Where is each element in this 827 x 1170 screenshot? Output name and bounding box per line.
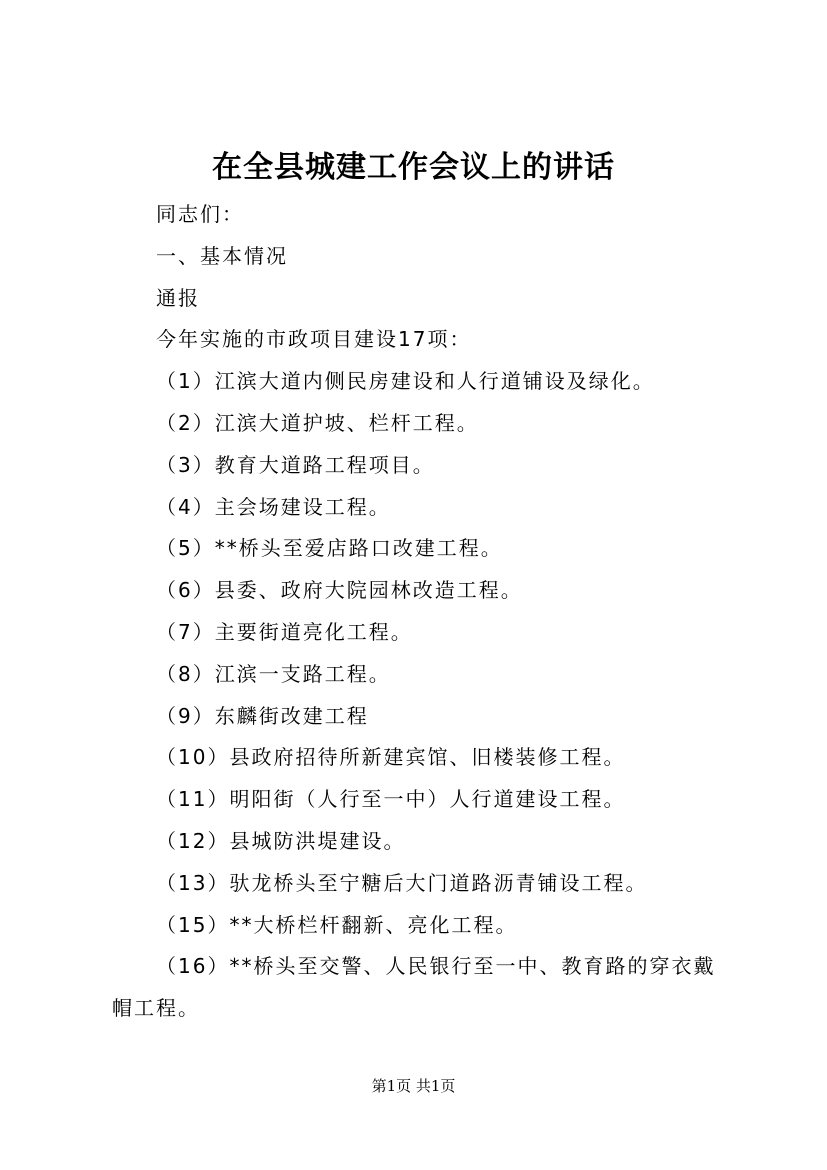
section-heading: 一、基本情况 xyxy=(156,243,288,268)
list-item: （16）**桥头至交警、人民银行至一中、教育路的穿衣戴帽工程。 xyxy=(112,954,716,1021)
list-item: （6）县委、政府大院园林改造工程。 xyxy=(156,578,523,603)
salutation: 同志们： xyxy=(156,202,244,226)
paragraph: 今年实施的市政项目建设17项： xyxy=(156,327,472,352)
list-item: （11）明阳街（人行至一中）人行道建设工程。 xyxy=(156,787,626,812)
list-item: （1）江滨大道内侧民房建设和人行道铺设及绿化。 xyxy=(156,369,655,394)
list-item: （2）江滨大道护坡、栏杆工程。 xyxy=(156,410,479,435)
document-body xyxy=(112,194,732,1030)
list-item: （12）县城防洪堤建设。 xyxy=(156,828,406,853)
page-footer: 第1页 共1页 xyxy=(371,1077,456,1095)
document-title: 在全县城建工作会议上的讲话 xyxy=(212,150,615,185)
list-item: （5）**桥头至爱店路口改建工程。 xyxy=(156,536,503,561)
list-item: （3）教育大道路工程项目。 xyxy=(156,452,435,477)
list-item: （9）东麟街改建工程 xyxy=(156,703,369,728)
list-item: （13）驮龙桥头至宁糖后大门道路沥青铺设工程。 xyxy=(156,870,648,895)
list-item: （10）县政府招待所新建宾馆、旧楼装修工程。 xyxy=(156,745,626,770)
list-item: （7）主要街道亮化工程。 xyxy=(156,619,413,644)
list-item: （15）**大桥栏杆翻新、亮化工程。 xyxy=(156,912,518,937)
list-item: （4）主会场建设工程。 xyxy=(156,494,391,519)
paragraph: 通报 xyxy=(156,285,200,310)
list-item: （8）江滨一支路工程。 xyxy=(156,661,391,686)
